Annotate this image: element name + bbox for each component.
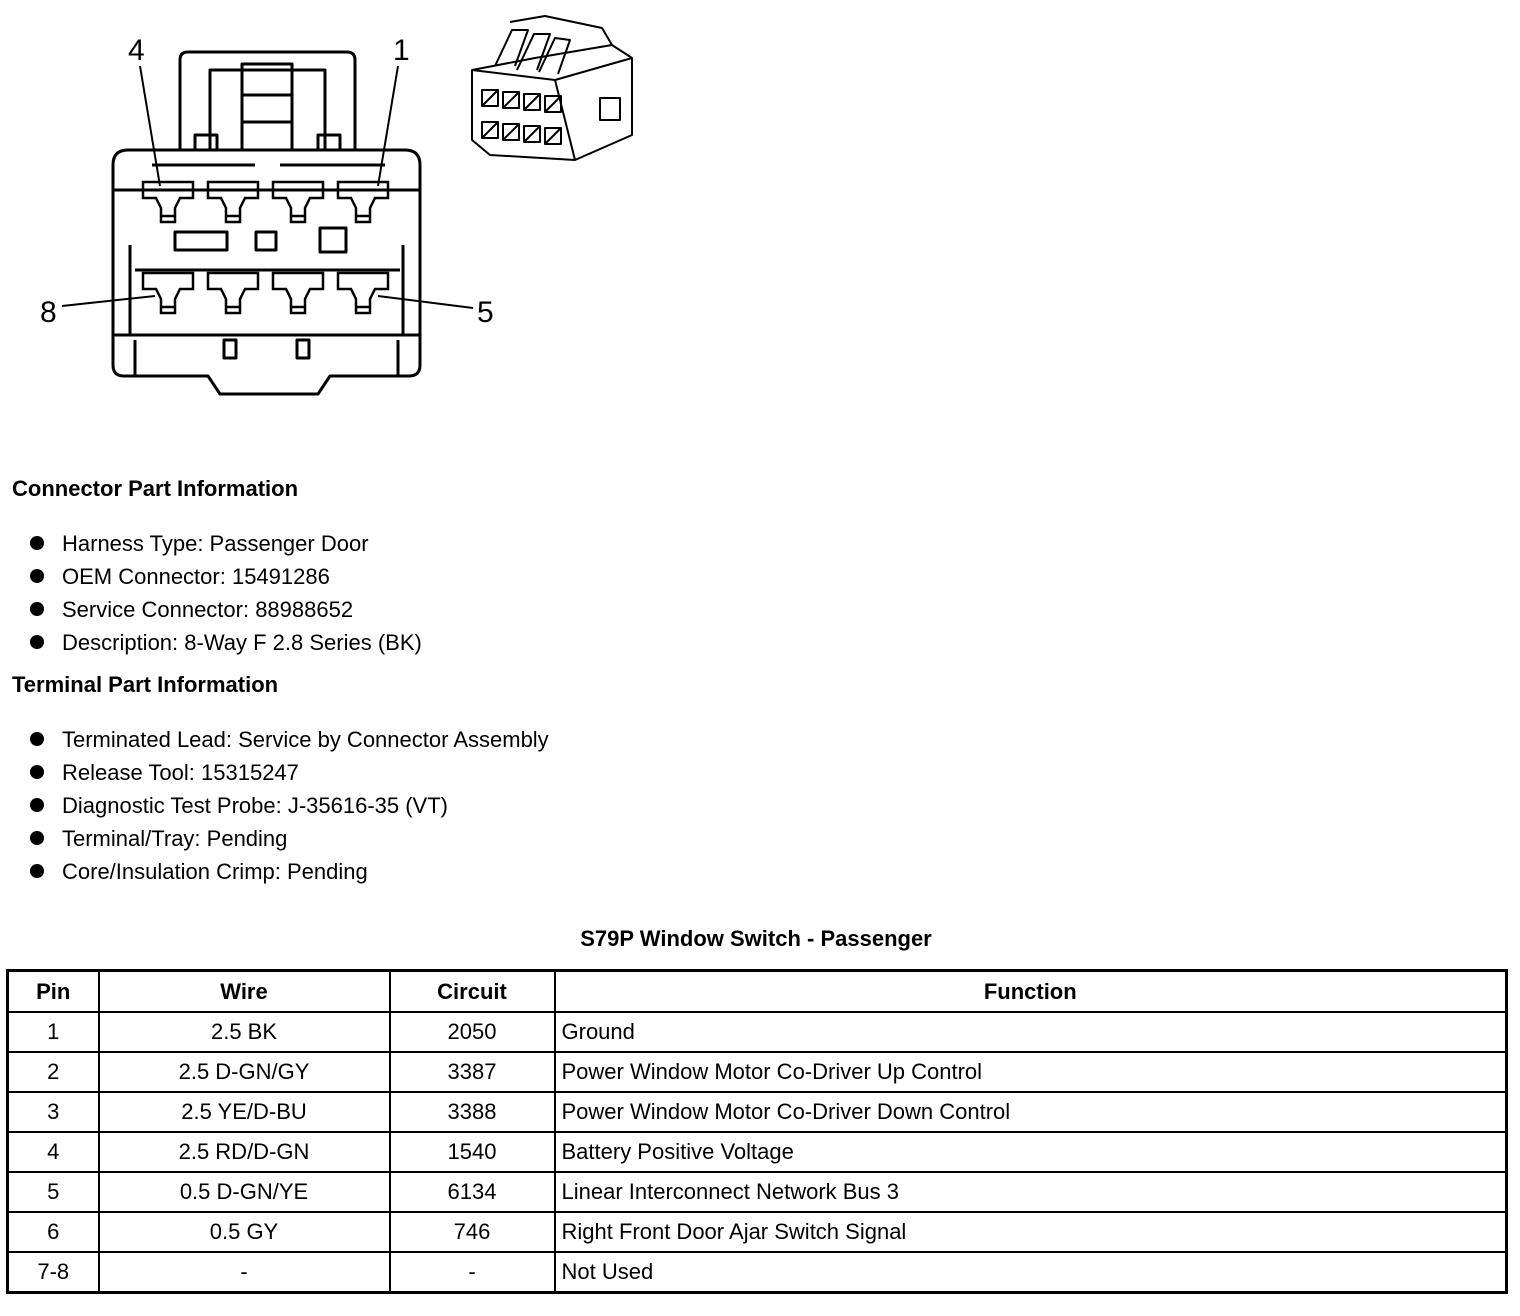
table-row [8,1092,1507,1132]
function-cell: Battery Positive Voltage [555,1132,1507,1172]
table-header-row [8,971,1507,1013]
function-cell: Power Window Motor Co-Driver Up Control [555,1052,1507,1092]
terminal-info-list [28,723,549,888]
list-item: Terminated Lead: Service by Connector Assembly [28,723,549,756]
circuit-cell: 3388 [390,1092,555,1132]
circuit-cell: 746 [390,1212,555,1252]
list-item: Core/Insulation Crimp: Pending [28,855,549,888]
table-row [8,1252,1507,1293]
list-item: Diagnostic Test Probe: J-35616-35 (VT) [28,789,549,822]
circuit-cell: - [390,1252,555,1293]
connector-info-list [28,527,422,659]
function-cell: Linear Interconnect Network Bus 3 [555,1172,1507,1212]
table-row [8,1052,1507,1092]
circuit-cell: 1540 [390,1132,555,1172]
wire-cell: 2.5 BK [99,1012,390,1052]
table-row [8,1212,1507,1252]
circuit-cell: 2050 [390,1012,555,1052]
table-title: S79P Window Switch - Passenger [580,926,932,951]
table-row [8,1132,1507,1172]
list-item: OEM Connector: 15491286 [28,560,422,593]
pin-cell: 5 [8,1172,99,1212]
pin-cell: 2 [8,1052,99,1092]
pin-cell: 4 [8,1132,99,1172]
table-row [8,1172,1507,1212]
list-item: Terminal/Tray: Pending [28,822,549,855]
column-header-pin: Pin [8,971,99,1013]
wire-cell: - [99,1252,390,1293]
circuit-cell: 3387 [390,1052,555,1092]
terminal-info-heading: Terminal Part Information [12,672,279,697]
connector-isometric-icon [472,16,632,160]
circuit-cell: 6134 [390,1172,555,1212]
pin-label-8: 8 [40,296,57,329]
connector-info-heading: Connector Part Information [12,476,299,501]
pin-cell: 3 [8,1092,99,1132]
list-item: Description: 8-Way F 2.8 Series (BK) [28,626,422,659]
pin-cell: 6 [8,1212,99,1252]
table-row [8,1012,1507,1052]
function-cell: Ground [555,1012,1507,1052]
wire-cell: 2.5 YE/D-BU [99,1092,390,1132]
column-header-wire: Wire [99,971,390,1013]
pin-label-4: 4 [128,34,145,67]
list-item: Release Tool: 15315247 [28,756,549,789]
wire-cell: 2.5 D-GN/GY [99,1052,390,1092]
list-item: Harness Type: Passenger Door [28,527,422,560]
wire-cell: 0.5 GY [99,1212,390,1252]
pin-label-5: 5 [477,296,494,329]
pin-label-1: 1 [393,34,410,67]
wire-cell: 2.5 RD/D-GN [99,1132,390,1172]
connector-face-diagram [0,0,700,420]
wire-cell: 0.5 D-GN/YE [99,1172,390,1212]
pin-cell: 1 [8,1012,99,1052]
function-cell: Right Front Door Ajar Switch Signal [555,1212,1507,1252]
function-cell: Not Used [555,1252,1507,1293]
pin-cell: 7-8 [8,1252,99,1293]
column-header-circuit: Circuit [390,971,555,1013]
function-cell: Power Window Motor Co-Driver Down Control [555,1092,1507,1132]
column-header-function: Function [555,971,1507,1013]
list-item: Service Connector: 88988652 [28,593,422,626]
pinout-table [6,969,1508,1294]
